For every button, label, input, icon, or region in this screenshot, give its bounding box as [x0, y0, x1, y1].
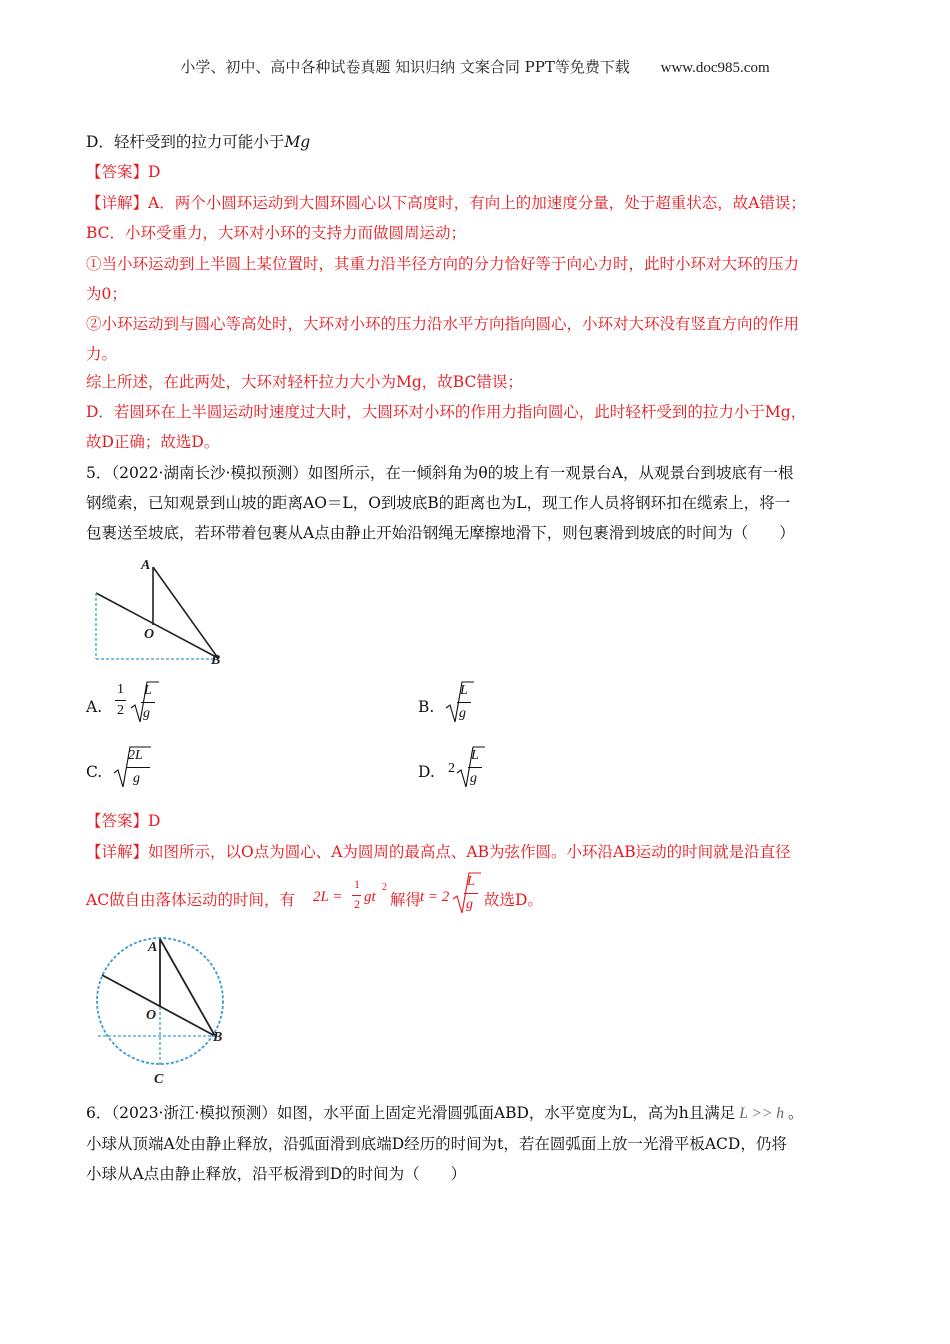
q4-answer: 【答案】D	[86, 163, 161, 181]
page-header	[0, 56, 950, 77]
q4-detail-line-3: ①当小环运动到上半圆上某位置时，其重力沿半径方向的分力恰好等于向心力时，此时小环对大环的压力	[86, 255, 800, 273]
label-b2: B	[213, 1030, 223, 1045]
q5-figure-circle	[92, 935, 237, 1090]
slope-line	[96, 593, 218, 658]
q6-stem-line-1: 6．（2023·浙江·模拟预测）如图，水平面上固定光滑圆弧面ABD，水平宽度为L，高为h且满足 L >> h 。	[86, 1104, 804, 1122]
q5-answer: 【答案】D	[86, 812, 161, 830]
option-b-label: B.	[418, 698, 435, 716]
q5-detail-end: 故选D。	[484, 891, 543, 909]
q4-detail-line-6: 力。	[86, 345, 118, 363]
q5-detail-line-2-pre: AC做自由落体运动的时间，有	[86, 891, 296, 909]
q5-stem-line-2: 钢缆索，已知观景到山坡的距离AO＝L，O到坡底B的距离也为L，现工作人员将钢环扣在缆索上，将一	[86, 494, 791, 512]
q5-detail-solve: 解得	[390, 891, 422, 909]
label-a2: A	[148, 940, 158, 955]
q5-detail-line-1: 【详解】如图所示，以O点为圆心、A为圆周的最高点、AB为弦作圆。小环沿AB运动的时间就是沿直径	[86, 843, 791, 861]
q4-option-d: D．轻杆受到的拉力可能小于Mg	[86, 133, 311, 151]
label-o2: O	[146, 1008, 157, 1023]
q4-detail-line-2: BC．小环受重力，大环对小环的支持力而做圆周运动；	[86, 224, 467, 242]
q4-detail-line-8: D．若圆环在上半圆运动时速度过大时，大圆环对小环的作用力指向圆心，此时轻杆受到的拉力小于Mg，	[86, 403, 807, 421]
option-d-label: D.	[418, 763, 435, 781]
option-c-label: C.	[86, 763, 103, 781]
q5-stem-line-3: 包裹送至坡底，若环带着包裹从A点由静止开始沿钢绳无摩擦地滑下，则包裹滑到坡底的时间为（ ）	[86, 524, 795, 542]
q4-detail-line-1: 【详解】A．两个小圆环运动到大圆环圆心以下高度时，有向上的加速度分量，处于超重状态，故A错误；	[86, 194, 806, 212]
q6-stem-line-2: 小球从顶端A处由静止释放，沿弧面滑到底端D经历的时间为t，若在圆弧面上放一光滑平板ACD，仍将	[86, 1135, 787, 1153]
q4-detail-line-9: 故D正确；故选D。	[86, 433, 220, 451]
cable-ab	[153, 567, 218, 658]
option-a-label: A.	[86, 698, 103, 716]
q6-stem-line-3: 小球从A点由静止释放，沿平板滑到D的时间为（ ）	[86, 1165, 467, 1183]
header-url[interactable]: www.doc985.com	[660, 60, 770, 76]
q4-detail-line-4: 为0；	[86, 285, 127, 303]
label-c2: C	[154, 1072, 164, 1087]
header-text: 小学、初中、高中各种试卷真题 知识归纳 文案合同 PPT等免费下载	[180, 58, 630, 76]
q5-stem-line-1: 5．（2022·湖南长沙·模拟预测）如图所示，在一倾斜角为θ的坡上有一观景台A，从观景台到坡底有一根	[86, 464, 794, 482]
q4-detail-line-7: 综上所述，在此两处，大环对轻杆拉力大小为Mg，故BC错误；	[86, 373, 523, 391]
label-a: A	[141, 558, 151, 573]
label-b: B	[211, 653, 221, 668]
q5-figure-slope	[88, 553, 238, 668]
q4-detail-line-5: ②小环运动到与圆心等高处时，大环对小环的压力沿水平方向指向圆心，小环对大环没有竖直方向的作用	[86, 315, 800, 333]
label-o: O	[144, 627, 155, 642]
